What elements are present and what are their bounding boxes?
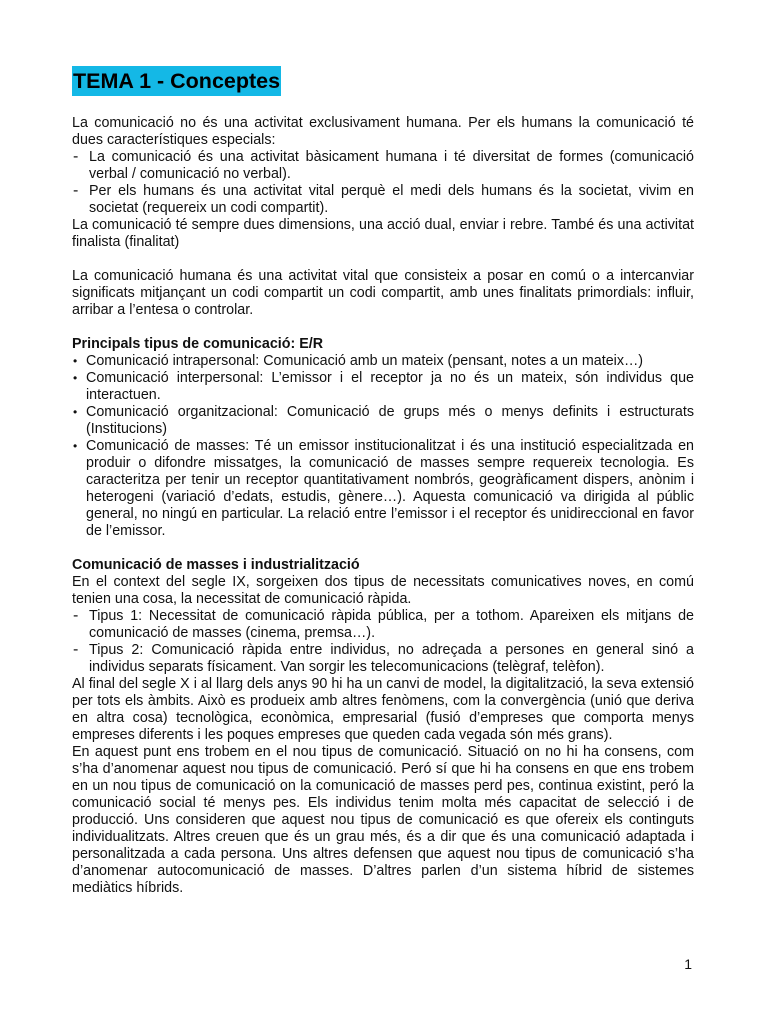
types-bullet-item: • Comunicació organitzacional: Comunicació de grups més o menys definits i estructurats (Institucions) <box>72 404 694 438</box>
section-heading-mass-communication: Comunicació de masses i industrialització <box>72 557 360 573</box>
types-bullet-list <box>72 353 694 540</box>
intro-paragraph-1: La comunicació no és una activitat exclusivament humana. Per els humans la comunicació té dues característiques especials: <box>72 115 694 148</box>
page-number: 1 <box>684 956 692 972</box>
intro-paragraph-2: La comunicació té sempre dues dimensions, una acció dual, enviar i rebre. També és una activitat finalista (finalitat) <box>72 217 694 250</box>
types-bullet-item: • Comunicació interpersonal: L’emissor i el receptor ja no és un mateix, són individus que interactuen. <box>72 370 694 404</box>
document-page <box>72 66 694 897</box>
intro-dash-item: - La comunicació és una activitat bàsicament humana i té diversitat de formes (comunicació verbal / comunicació no verbal). <box>72 149 694 183</box>
mass-dash-item: - Tipus 2: Comunicació ràpida entre individus, no adreçada a persones en general sinó a individus separats físicament. Van sorgir les telecomunicacions (telègraf, telèfon). <box>72 642 694 676</box>
section-heading-types: Principals tipus de comunicació: E/R <box>72 336 324 352</box>
page-title: TEMA 1 - Conceptes <box>72 66 281 96</box>
intro-dash-list <box>72 149 694 217</box>
types-bullet-item: • Comunicació intrapersonal: Comunicació amb un mateix (pensant, notes a un mateix…) <box>72 353 694 370</box>
mass-paragraph-2: Al final del segle X i al llarg dels anys 90 hi ha un canvi de model, la digitalització, la seva extensió per tots els àmbits. Això es produeix amb altres fenòmens, com la convergència (unió que deriva en altra cosa) tecnològica, econòmica, empresarial (fusió d’empreses que comporta menys empreses diferents i les poques empreses que queden cada vegada són més grans). <box>72 676 694 743</box>
intro-paragraph-3: La comunicació humana és una activitat vital que consisteix a posar en comú o a intercanviar significats mitjançant un codi compartit un codi compartit, amb unes finalitats primordials: influir, arribar a l’entesa o controlar. <box>72 268 694 318</box>
mass-dash-item: - Tipus 1: Necessitat de comunicació ràpida pública, per a tothom. Apareixen els mitjans de comunicació de masses (cinema, premsa…). <box>72 608 694 642</box>
intro-dash-item: - Per els humans és una activitat vital perquè el medi dels humans és la societat, vivim en societat (requereix un codi compartit). <box>72 183 694 217</box>
types-bullet-item: • Comunicació de masses: Té un emissor institucionalitzat i és una institució especialitzada en produir o difondre missatges, la comunicació de masses sempre requereix tecnologia. Es caracteritza per tenir un receptor quantitativament nombrós, geogràficament dispers, anònim i heterogeni (variació d’edats, estudis, gènere…). Aquesta comunicació va dirigida al públic general, no ningú en particular. La relació entre l’emissor i el receptor és unidireccional en favor de l’emissor. <box>72 438 694 540</box>
mass-paragraph-1: En el context del segle IX, sorgeixen dos tipus de necessitats comunicatives noves, en comú tenien una cosa, la necessitat de comunicació ràpida. <box>72 574 694 607</box>
mass-paragraph-3: En aquest punt ens trobem en el nou tipus de comunicació. Situació on no hi ha consens, com s’ha d’anomenar aquest nou tipus de comunicació. Peró sí que hi ha consens en que ens trobem en un nou tipus de comunicació on la comunicació de masses perd pes, continua existint, peró la comunicació social té menys pes. Els individus tenim molta més capacitat de selecció i de producció. Uns consideren que aquest nou tipus de comunicació es que ofereix els continguts individualitzats. Altres creuen que és un grau més, és a dir que és una comunicació adaptada i personalitzada a cada persona. Uns altres defensen que aquest nou tipus de comunicació s’ha d’anomenar autocomunicació de masses. D’altres parlen d’un sistema híbrid de sistemes mediàtics híbrids. <box>72 744 694 896</box>
mass-dash-list <box>72 608 694 676</box>
